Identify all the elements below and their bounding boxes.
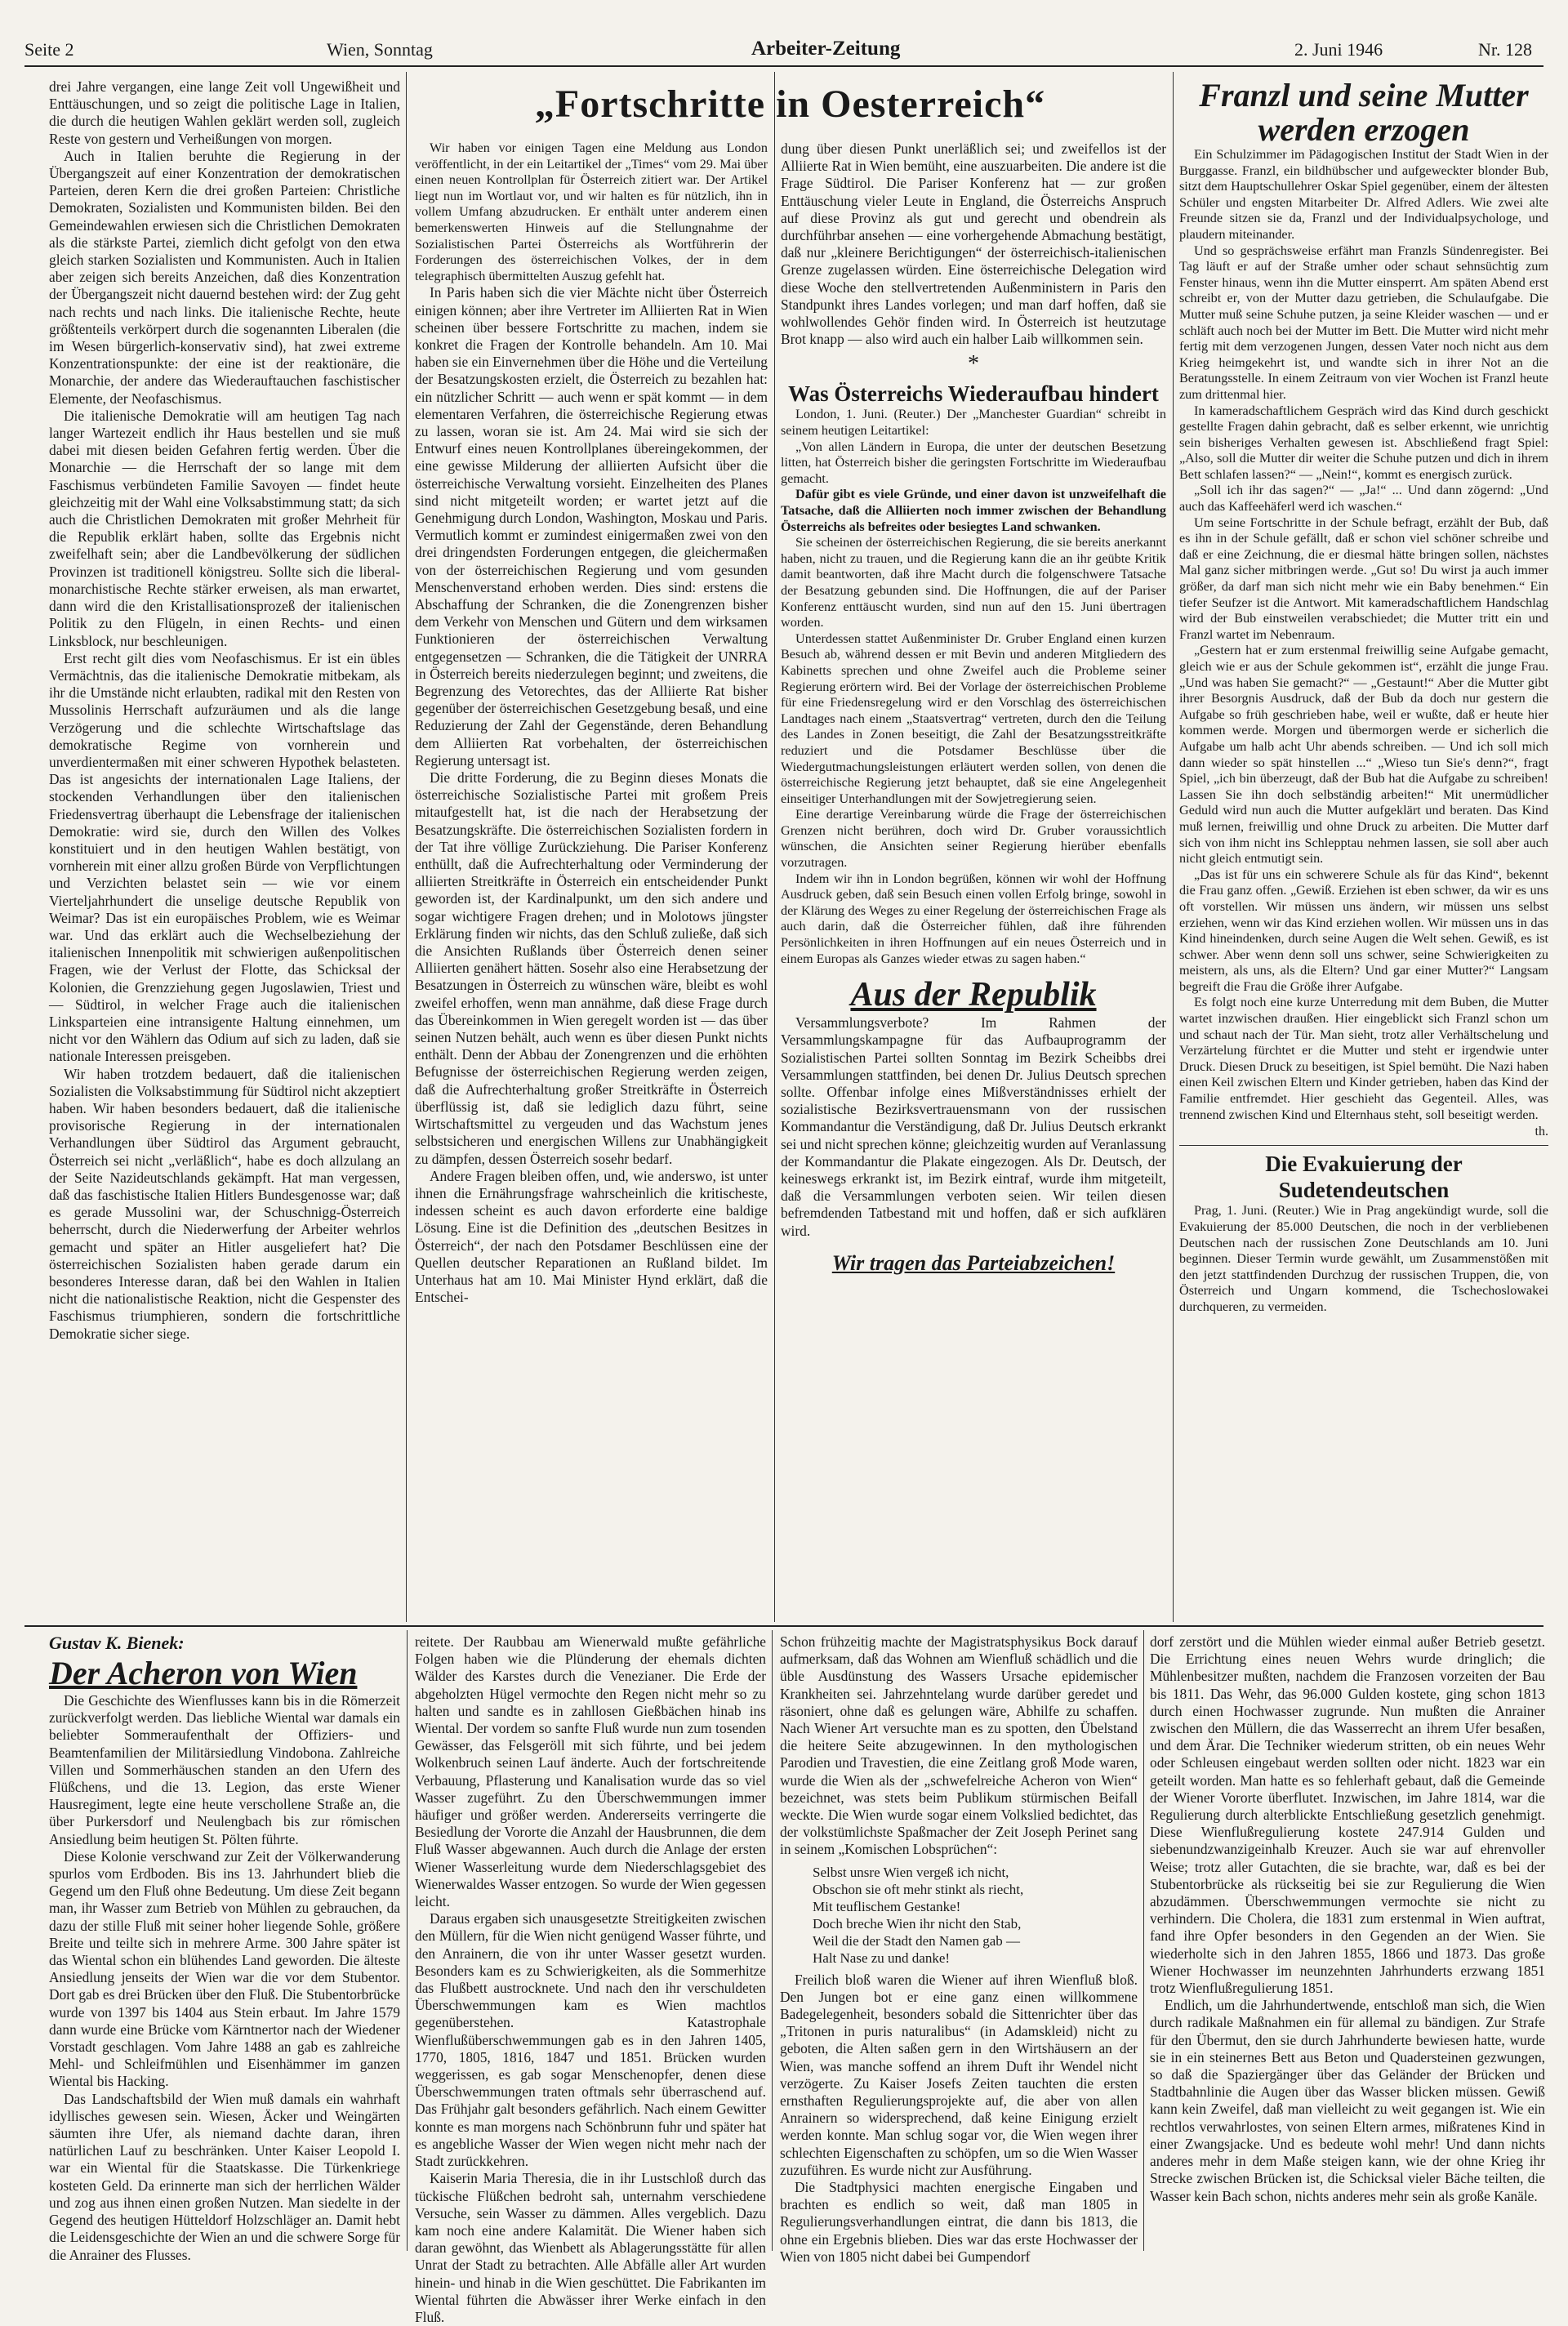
wiederaufbau-headline: Was Österreichs Wiederaufbau hindert bbox=[788, 381, 1159, 407]
paragraph: „Das ist für uns ein schwerere Schule als für das Kind“, bekennt die Frau ganz offen. „Gewiß. Erziehen ist eben schwer, da wir es uns oft vorstellen. Wir müssen uns ändern, wir müssen uns selbst erziehen, wenn wir das Kind erziehen wollen. Wir müssen uns in das Kind hineindenken, durch seine Augen die Welt sehen. Gewiß, es ist schwer. Aber wenn denn soll uns schwer, seine Schwierigkeiten zu meistern, als uns, als die Eltern? Und gar einer Mutter?“ Langsam begreift die Frau die Größe ihrer Aufgabe. bbox=[1179, 867, 1548, 994]
paragraph: Dafür gibt es viele Gründe, und einer davon ist unzweifelhaft die Tatsache, daß die Alliierten noch immer zwischen der Behandlung Österreichs als befreites oder besiegtes Land schwanken. bbox=[781, 487, 1166, 534]
issue-date: 2. Juni 1946 bbox=[1294, 39, 1383, 60]
page-number: Seite 2 bbox=[24, 39, 74, 60]
paragraph: „Soll ich ihr das sagen?“ — „Ja!“ ... Und dann zögernd: „Und auch das Kaffeehäferl werd ich waschen.“ bbox=[1179, 483, 1548, 515]
paragraph: reitete. Der Raubbau am Wienerwald mußte gefährliche Folgen haben wie die Plünderung der ehemals dichten Wälder des Karstes durch die Venezianer. Die Erde der abgeholzten Hügel vermochte den Regen nicht mehr so zu halten und sandte es in zahllosen Gießbächen hinab ins Wiental. Der vordem so sanfte Fluß wurde nun zum tosenden Gewässer, das Felsgeröll mit sich führte, und bei jedem Wolkenbruch seinen Lauf änderte. Auch der fortschreitende Verbauung, Pflasterung und Kanalisation wurde das so viel Wasser zugeführt. Zu den Überschwemmungen immer häufiger und größer werden. Andererseits verringerte die Besiedlung der Vororte die Anzahl der Hausbrunnen, die dem Fluß Wasser abgewannen. Auch durch die Anlage der ersten Wiener Wasserleitung wurde dem Niederschlagsgebiet des Wienerwaldes Wasser entzogen. So wurde der Wien gegessen leicht. bbox=[415, 1633, 766, 1910]
wien-poem bbox=[780, 1864, 1138, 1967]
paragraph: Die italienische Demokratie will am heutigen Tag nach langer Wartezeit endlich ihr Haus bestellen und sie muß dabei mit diesen beiden Gefahren fertig werden. Über die Monarchie — die Herrschaft der so lange mit dem Faschismus verbündeten Familie Savoyen — findet heute gleichzeitig mit der Wahl eine Volksabstimmung statt; da sich auch die Christlichen Demokraten mit großer Mehrheit für die Republik erklärt haben, sollte das Ergebnis nicht zweifelhaft sein; aber die Landbevölkerung der südlichen Provinzen ist traditionell königstreu. Sollte sich die liberal-monarchistische Rechte stärker erweisen, als man erwartet, dann wird die den Kristallisationsprozeß der italienischen Politik zu den Flügeln, in einen Rechts- und einen Linksblock, nur beschleunigen. bbox=[49, 407, 400, 649]
paragraph: Das Landschaftsbild der Wien muß damals ein wahrhaft idyllisches gewesen sein. Wiesen, Äcker und Weingärten säumten ihre Ufer, als niemand dachte daran, ihren natürlichen Lauf zu beschränken. Unter Kaiser Leopold I. war ein Wiental für die Staatskasse. Die Türkenkriege kosteten Geld. Da erinnerte man sich der herrlichen Wälder und zog aus ihnen einen großen Nutzen. Man siedelte in der Gegend des heutigen Hütteldorf Holzschläger an. Damit hebt die Leidensgeschichte der Wien an und die schwere Sorge für die Anrainer des Flusses. bbox=[49, 2090, 400, 2263]
paragraph: Eine derartige Vereinbarung würde die Frage der österreichischen Grenzen nicht berühren, doch wird Dr. Gruber voraussichtlich wünschen, die Ansichten seiner Regierung hierüber ebenfalls vorzutragen. bbox=[781, 807, 1166, 871]
poem-line: Selbst unsre Wien vergeß ich nicht, bbox=[813, 1864, 1009, 1880]
paragraph: Unterdessen stattet Außenminister Dr. Gruber England einen kurzen Besuch ab, während dessen er mit Bevin und anderen Mitgliedern des Kabinetts sprechen und ohne Zweifel auch die Probleme seiner Regierung erörtern wird. Bei der Vorlage der österreichischen Probleme für eine Friedensregelung wird er den Vorschlag des österreichischen Landtages nach einem „Staatsvertrag“ vertreten, durch den die Teilung des Landes in Zonen beseitigt, die Zahl der Besatzungsstreitkräfte reduziert und die Potsdamer Beschlüsse über die Wiedergutmachungsleistungen erläutert werden sollen, von denen die österreichische Regierung jetzt behauptet, daß sie eine Angelegenheit einseitiger Unterhandlungen mit der Sowjetregierung seien. bbox=[781, 631, 1166, 806]
author-initials: th. bbox=[1535, 1125, 1548, 1139]
sudeten-headline: Die Evakuierung der Sudetendeutschen bbox=[1265, 1152, 1463, 1203]
acheron-col3 bbox=[780, 1633, 1138, 2265]
column-rule bbox=[772, 1630, 773, 2251]
acheron-col4 bbox=[1150, 1633, 1545, 2252]
fortschritte-headline-box bbox=[412, 82, 1168, 139]
acheron-headline: Der Acheron von Wien bbox=[49, 1655, 358, 1691]
column-rule bbox=[1143, 1630, 1144, 2251]
paragraph: Ein Schulzimmer im Pädagogischen Institut der Stadt Wien in der Burggasse. Franzl, ein bildhübscher und aufgeweckter blonder Bub, sitzt dem Hauptschullehrer Oskar Spiel gegenüber, einem der ältesten Schüler und engsten Mitarbeiter Dr. Alfred Adlers. Wie zwei alte Freunde sitzen sie da, Franzl und der Individualpsychologe, und plaudern miteinander. bbox=[1179, 147, 1548, 242]
paragraph: Kaiserin Maria Theresia, die in ihr Lustschloß durch das tückische Flüßchen bedroht sah, unternahm verschiedene Versuche, sein Wasser zu dämmen. Alles vergeblich. Dazu kam noch eine andere Kalamität. Die Wiener haben sich daran gewöhnt, das Wienbett als Ablagerungsstätte für allen Unrat der Stadt zu betrachten. Alle Abfälle aller Art wurden hinein- und hinab in die Wien geschüttet. Die Fabrikanten im Wiental führten die Abwässer ihrer Werke einfach in den Fluß. bbox=[415, 2170, 766, 2325]
poem-line: Weil die der Stadt den Namen gab — bbox=[813, 1932, 1021, 1949]
fortschritte-article-col1 bbox=[415, 140, 768, 1619]
paragraph: In kameradschaftlichem Gespräch wird das Kind durch geschickt gestellte Fragen dahin gebracht, daß es selber erkennt, wie unrichtig sein bisheriges Verhalten gewesen ist. Abschließend fragt Spiel: „Also, soll die Mutter dir weiter die Schuhe putzen und dich in ihrem Bett schlafen lassen?“ — „Nein!“, kommt es energisch zurück. bbox=[1179, 403, 1548, 482]
poem-line: Halt Nase zu und danke! bbox=[813, 1949, 951, 1966]
paragraph: drei Jahre vergangen, eine lange Zeit voll Ungewißheit und Enttäuschungen, und so zeigt die politische Lage in Italien, die durch die heutigen Wahlen geklärt werden soll, zugleich Reste von gestern und Verheißungen von morgen. bbox=[49, 78, 400, 147]
section-divider bbox=[24, 1625, 1544, 1627]
acheron-col2 bbox=[415, 1633, 766, 2325]
paragraph: Sie scheinen der österreichischen Regierung, die sie bereits anerkannt haben, nicht zu trauen, und die Regierung kann die an ihr geübte Kritik damit beantworten, daß ihre Macht durch die folgenschwere Tatsache der Besatzung gebunden sind. Die Hoffnungen, die auf der Pariser Konferenz enttäuscht wurden, sind nun auf den 15. Juni übertragen worden. bbox=[781, 535, 1166, 631]
franzl-headline: Franzl und seine Mutter bbox=[1199, 77, 1529, 114]
paragraph: London, 1. Juni. (Reuter.) Der „Manchester Guardian“ schreibt in seinem heutigen Leitartikel: bbox=[781, 407, 1166, 439]
acheron-col1 bbox=[49, 1632, 400, 2263]
paragraph: Daraus ergaben sich unausgesetzte Streitigkeiten zwischen den Müllern, für die Wien nicht genügend Wasser führte, und den Anrainern, die von ihr unter Wasser gesetzt wurden. Besonders kam es zu Schwierigkeiten, als die Sommerhitze das Flußbett austrocknete. Und nach den ihr verschuldeten Überschwemmungen kam es Wien machtlos gegenüberstehen. Katastrophale Wienflußüberschwemmungen gab es in den Jahren 1405, 1770, 1805, 1816, 1847 und 1851. Brücken wurden weggerissen, es gab sogar Menschenopfer, denen diese Überschwemmungen traten oftmals sehr überraschend auf. Das Frühjahr galt besonders gefährlich. Nach einem Gewitter konnte es man morgens nach Schönbrunn fuhr und später hat es angebliche Wasser der Wien wegen nicht mehr nach der Stadt zurückkehren. bbox=[415, 1910, 766, 2170]
party-badge-slogan: Wir tragen das Parteiabzeichen! bbox=[831, 1250, 1116, 1275]
paragraph: Die dritte Forderung, die zu Beginn dieses Monats die österreichische Sozialistische Partei mit großem Preis mitaufgestellt hat, ist die nach der Herabsetzung der Besatzungskräfte. Die österreichischen Sozialisten fordern in der Tat ihre völlige Zurückziehung. Die Pariser Konferenz enthüllt, daß die Aufrechterhaltung oder Verminderung der alliierten Streitkräfte in Österreich ein entscheidender Punkt geworden ist, der Kardinalpunkt, um den sich andere und sogar wichtigere Fragen drehen; und in Molotows jüngster Erklärung finden wir nichts, das den Schluß zuließe, daß sich die Ansichten Rußlands über Österreich denen seiner Alliierten genähert hätten. Sosehr also eine Herabsetzung der Besatzungen in Österreich zu wünschen wäre, bleibt es wohl zweifel erhoffen, wenn man annähme, daß diese Frage durch das Übereinkommen in Wien geregelt worden ist — das über seinen Nutzen behält, auch wenn es über diesen Punkt nichts enthält. Denn der Abbau der Zonengrenzen und die erhöhten Befugnisse der österreichischen Regierung werden zeigen, daß die Aufrechterhaltung großer Streitkräfte in Österreich überflüssig ist, daß sie lediglich dazu führt, seine Wirtschaftsmittel zu vergeuden und das Wachstum jenes selbstsicheren und energischen Willens zur Unabhängigkeit zu dämpfen, dessen Österreich sosehr bedarf. bbox=[415, 769, 768, 1167]
paragraph: „Von allen Ländern in Europa, die unter der deutschen Besetzung litten, hat Österreich bisher die geringsten Fortschritte im Wiederaufbau gemacht. bbox=[781, 439, 1166, 486]
paragraph: Erst recht gilt dies vom Neofaschismus. Er ist ein übles Vermächtnis, das die italienische Demokratie mitbekam, als ihr die Umstände nicht erlaubten, radikal mit den Resten von Mussolinis Herrschaft aufzuräumen und als die lange Verzögerung und die schlechte Wirtschaftslage das demokratische Regime von vornherein und unverdientermaßen mit einer schweren Hypothek belasteten. Das ist angesichts der internationalen Lage Italiens, der stockenden Verhandlungen über den italienischen Friedensvertrag überhaupt die Lebensfrage der italienischen Demokratie: wird sie, durch den Willen des Volkes konstituiert und in den heutigen Wahlen bestätigt, von vornherein mit einer allzu großen Bürde von Verpflichtungen und Verzichten belastet sein — wie vor einem Vierteljahrhundert die unselige deutsche Republik von Weimar? Das ist ein europäisches Problem, wie es Weimar war. Und das erklärt auch die Wechselbeziehung der italienischen Innenpolitik mit schwierigen außenpolitischen Fragen, wie der Verlust der Flotte, das Schicksal der Kolonien, die Grenzziehung gegen Jugoslawien, Triest und — Südtirol, in welcher Frage auch die italienischen Linksparteien eine intransigente Haltung einnehmen, um nicht vor den Wählern das Odium auf sich zu laden, daß sie nationale Interessen preisgeben. bbox=[49, 649, 400, 1065]
paragraph: Auch in Italien beruhte die Regierung in der Übergangszeit auf einer Konzentration der demokratischen Parteien, deren Kern die drei großen Parteien: Christliche Demokraten, Sozialisten und Kommunisten bilden. Bei den Gemeindewahlen erwiesen sich die Christlichen Demokraten als die stärkste Partei, ziemlich dicht gefolgt von den etwa gleich starken Sozialisten und Kommunisten. Auch in Italien aber zeigen sich bereits Anzeichen, daß dies Konzentration der Übergangszeit nicht dauernd bestehen wird: der Zug geht nach rechts und nach links. Die italienische Rechte, heute größtenteils verkörpert durch die sogenannten Liberalen (die im Wesen bürgerlich-konservativ sind), hat zwei extreme Konzentrationspunkte: der eine ist der reaktionäre, die Monarchie, der andere das Wiederauftauchen faschistischer Elemente, der Neofaschismus. bbox=[49, 147, 400, 407]
italy-article bbox=[49, 78, 400, 1614]
paragraph: dung über diesen Punkt unerläßlich sei; und zweifellos ist der Alliierte Rat in Wien bemüht, eine auszuarbeiten. Die andere ist die Frage Südtirol. Die Pariser Konferenz hat — zur großen Enttäuschung vieler Leute in England, die Österreichs Anspruch auf diese Provinz als gut und gerecht und obendrein als durchführbar ansehen — eine vorhergehende Abmachung bestätigt, daß nur „kleinere Berichtigungen“ der österreichisch-italienischen Grenze zugelassen würden. Eine österreichische Delegation wird diese Woche den stellvertretenden Außenministern in Paris den Standpunkt ihres Landes vorlegen; und man darf hoffen, daß sie wohlwollendes Gehör finden wird. In Österreich ist heutzutage Brot knapp — also wird auch ein halber Laib willkommen sein. bbox=[781, 140, 1166, 348]
section-rule bbox=[1179, 1145, 1548, 1146]
newspaper-name: Arbeiter-Zeitung bbox=[751, 38, 901, 60]
paragraph: „Gestern hat er zum erstenmal freiwillig seine Aufgabe gemacht, gleich wie er aus der Schule gekommen ist“, erzählt die junge Frau. „Und was haben Sie gemacht?“ — „Gestaunt!“ Aber die Mutter gibt ihrer Besorgnis Ausdruck, daß der Bub da doch nur gestern die Aufgabe so früh geschrieben habe, weil er wußte, daß er heute hier kommen werde. Morgen und übermorgen werde er sicherlich die Aufgabe um halb acht Uhr abends schreiben. — Und ich soll mich dann wieder so spät hinstellen ...“ „Wieso tun Sie's denn?“, fragt Spiel, „ich bin überzeugt, daß der Bub hat die Aufgabe zu schreiben! Lassen Sie ihn doch selbständig arbeiten!“ Mit unermüdlicher Geduld wird nun auch die Mutter aufgeklärt und beraten. Das Kind muß lernen, freiwillig und ohne Druck zu arbeiten. Die Mutter darf sich von ihm nicht ins Schlepptau nehmen lassen, sie soll aber auch nicht gleich entmutigt sein. bbox=[1179, 643, 1548, 867]
paragraph: dorf zerstört und die Mühlen wieder einmal außer Betrieb gesetzt. Die Errichtung eines neuen Wehrs wurde dringlich; die Mühlenbesitzer mußten, nachdem die Franzosen vorzeiten der Bau bis 1811. Das Wehr, das 96.000 Gulden kostete, ging schon 1813 durch einen Hochwasser zugrunde. Nun mußten die Anrainer zwischen den Müllern, die das Wasserrecht an ihrem Ufer besaßen, und dem Ärar. Die Techniker wiederum stritten, ob ein neues Wehr oder Schleusen eingebaut werden sollten oder nicht. 1823 war ein geteilt worden. Man hatte es so fehlerhaft gebaut, daß die Gemeinde der Wiener Vororte überflutet. Inzwischen, im Jahre 1814, war die Regulierung durch alterblickte Entschließung gesetzlich genehmigt. Diese Wienflußregulierung kostete 247.914 Gulden und siebenundzwanzigeinhalb Kreuzer. Auch sie war auf ehrenvoller Weise; trotz aller Gutachten, die sie brachte, war, daß es bei der Stubentorbrücke als rückseitig bei sie zur Regulierung die Wien abzudämmen. Überschwemmungen vermochte sie nicht zu verhindern. Die Cholera, die 1831 zum erstenmal in Wien auftrat, fand ihre Opfer besonders in den Gegenden an der Wien. Sie wiederholte sich in den Jahren 1855, 1866 und 1873. Das große Wiener Hochwasser im neunzehnten Jahrhunderts erzwang 1851 trotz Wienflußregulierung 1851. bbox=[1150, 1633, 1545, 1997]
franzl-headline-line2: werden erzogen bbox=[1258, 111, 1470, 148]
paragraph: Um seine Fortschritte in der Schule befragt, erzählt der Bub, daß es ihn in der Schule gefällt, daß er schon viel schöner schreibe und daß er eine Zeichnung, die er diesmal hätte bringen sollen, nächstes Mal ganz sicher mitbringen werde. „Gut so! Du wirst ja auch immer größer, da darf man sich nicht mehr wie ein Baby benehmen.“ Ein tiefer Seufzer ist die Antwort. Mit kameradschaftlichem Handschlag wird der Bub einstweilen verabschiedet; die Mutter tritt ein und Franzl wartet im Nebenraum. bbox=[1179, 515, 1548, 642]
paragraph: Prag, 1. Juni. (Reuter.) Wie in Prag angekündigt wurde, soll die Evakuierung der 85.000 Deutschen, die noch in der verbliebenen Deutschen nach der russischen Zone Deutschlands am 10. Juni beginnen. Dieser Termin wurde gewählt, um Zusammenstößen mit den jetzt stattfindenden Durchzug der russischen Truppen, die, von Österreich und Ungarn kommend, die Tschechoslowakei durchqueren, zu vermeiden. bbox=[1179, 1203, 1548, 1314]
paragraph: Es folgt noch eine kurze Unterredung mit dem Buben, die Mutter wartet inzwischen draußen. Hier eingeblickt sich Franzl schon um und schaut nach der Tür. Man sieht, trotz aller Verhältschelung und Verzärtelung fürchtet er die Mutter und steht er irgendwie unter Druck. Diesen Druck zu beseitigen, ist Spiel bemüht. Die Nazi haben einen Keil zwischen Eltern und Kinder getrieben, haben das Kind der Familie entfremdet. Hier geschieht das Gegenteil. Alles, was trennend zwischen Kind und Elternhaus steht, soll beseitigt werden. bbox=[1179, 995, 1548, 1122]
franzl-article bbox=[1179, 78, 1548, 1622]
poem-line: Obschon sie oft mehr stinkt als riecht, bbox=[813, 1881, 1024, 1897]
paragraph: Andere Fragen bleiben offen, und, wie anderswo, ist unter ihnen die Ernährungsfrage wahrscheinlich die kritischeste, indessen scheint es auch davon erforderte eine baldige Lösung. Eine ist die Definition des „deutschen Besitzes in Österreich“, der nach den Potsdamer Beschlüssen eine der Quellen deutscher Reparationen an Rußland bildet. Im Unterhaus hat am 10. Mai Minister Hynd erklärt, daß die Entschei- bbox=[415, 1167, 768, 1306]
paragraph: Endlich, um die Jahrhundertwende, entschloß man sich, die Wien durch radikale Maßnahmen ein für allemal zu bändigen. Zur Strafe für den Übermut, den sie durch Jahrhunderte bewiesen hatte, wurde sie in ein steinernes Bett aus Beton und Quadersteinen gezwungen, so daß die Spaziergänger über das Geländer der Brücken und Stadtbahnlinie die Augen über das Wasser blicken müssen. Gewiß kann kein Zweifel, daß man vielleicht zu weit gegangen ist. Wie ein rechtlos verwahrlostes, von seinen Eltern armes, mißratenes Kind in einer Zwangsjacke. Und es bedeute wohl mehr! Und dann nichts anderes mehr in dem Maße steigen kann, wie der ohne Krieg ihr Strecke zwischen Brücken ist, die Schicksal vieler Bäche teilten, die Wasser kein Bach schon, nichts anderes mehr sein als große Kanäle. bbox=[1150, 1997, 1545, 2204]
author-name: Gustav K. Bienek: bbox=[49, 1633, 185, 1653]
republik-headline: Aus der Republik bbox=[850, 976, 1097, 1014]
column-rule bbox=[1173, 72, 1174, 1622]
paragraph: Schon frühzeitig machte der Magistratsphysikus Bock darauf aufmerksam, daß das Wohnen am Wienfluß schädlich und die üble Ausdünstung des Wassers Ursache epidemischer Krankheiten sei. Jahrzehntelang wurde darüber geredet und räsoniert, ohne daß es gelungen wäre, Abhilfe zu schaffen. Nach Wiener Art versuchte man es zu spotten, den Übelstand die heitere Seite abzugewinnen. In den mythologischen Parodien und Travestien, die eine Zeitlang groß Mode waren, wurde die Wien als der „schwefelreiche Acheron von Wien“ bezeichnet, was stets beim Publikum stürmischen Beifall weckte. Die Wien wurde sogar einem Volkslied bedichtet, das der volkstümlichste Spaßmacher der Zeit Joseph Perinet sang in seinem „Komischen Lobsprüchen“: bbox=[780, 1633, 1138, 1858]
poem-line: Mit teuflischem Gestanke! bbox=[813, 1898, 961, 1914]
column-rule bbox=[407, 1630, 408, 2251]
paragraph: Die Stadtphysici machten energische Eingaben und brachten es endlich so weit, daß man 1805 in Regulierungsverhandlungen eintrat, die dann bis 1813, die ohne ein Ergebnis blieben. Dies war das erste Hochwasser der Wien von 1805 nicht dabei bei Gumpendorf bbox=[780, 2179, 1138, 2265]
paragraph: Diese Kolonie verschwand zur Zeit der Völkerwanderung spurlos vom Erdboden. Bis ins 13. Jahrhundert blieb die Gegend um den Fluß ohne Bedeutung. Um diese Zeit begann man, ihr Wasser zum Betrieb von Mühlen zu gebrauchen, da dazu der stille Fluß mit seiner hoher liegende Sohle, größere Breite und teilte sich in mehrere Arme. 300 Jahre später ist das Wiental schon ein blühendes Land geworden. Die älteste Ansiedlung jenseits der Wien war die vor dem Stubentor. Dort gab es drei Brücken über den Fluß. Die Stubentorbrücke wurde von 1397 bis 1404 aus Stein erbaut. Im Jahre 1579 dann wurde eine Brücke vom Kärntnertor nach der Wiedener Vorstadt geschlagen. Vom Jahre 1488 an gab es zahlreiche Mehl- und Schleifmühlen und Eisenhämmer im ganzen Wiental bis Hacking. bbox=[49, 1847, 400, 2090]
page-header bbox=[24, 33, 1544, 67]
column-rule bbox=[406, 72, 407, 1622]
separator-star: * bbox=[968, 351, 979, 377]
paragraph: In Paris haben sich die vier Mächte nicht über Österreich einigen können; aber ihre Vertreter im Alliierten Rat in Wien scheinen über bessere Fortschritte zu machen, indem sie konkret die Fragen der Kontrolle behandeln. Am 10. Mai haben sie ein Einvernehmen über die Höhe und die Verteilung der Besatzungskosten erzielt, die Österreich zu bezahlen hat: ein nützlicher Schritt — auch wenn er spät kommt — in dem elementaren Verfahren, die österreichische Regierung etwas zu lassen, woran sie ist. Am 24. Mai wird sie sich der Entwurf eines neuen Kontrollplanes übereingekommen, der eine gewisse Milderung der alliierten Aufsicht über die österreichische Verwaltung vorsieht. Einzelheiten des Planes sind nicht mitgeteilt worden; er wartet jetzt auf die Genehmigung durch London, Washington, Moskau und Paris. Vermutlich kommt er zumindest einigermaßen zwei von den drei dringendsten Forderungen entgegen, die gleichermaßen von der österreichischen Regierung und vom gesunden Menschenverstand erhoben werden. Dies sind: erstens die Abschaffung der Schranken, die die Zonengrenzen bisher dem Verkehr von Menschen und Gütern und dem wirksamen Funktionieren der österreichischen Verwaltung entgegensetzen — Schranken, die die Tätigkeit der UNRRA in Österreich bereits niederzulegen beginnt; und zweitens, die Begrenzung des Vetorechtes, das der Alliierte Rat bisher gegenüber der österreichischen Gesetzgebung besaß, und eine Reduzierung der Zahl der Gegenstände, deren Behandlung dem Alliierten Rat vorbehalten, der österreichischen Regierung untersagt ist. bbox=[415, 284, 768, 769]
paragraph: Und so gesprächsweise erfährt man Franzls Sündenregister. Bei Tag läuft er auf der Straße umher oder schaut sehnsüchtig zum Fenster hinaus, wenn ihn die Mutter einsperrt. Am späten Abend erst schreibt er, von der Mutter dazu getrieben, die Schulaufgabe. Die Mutter muß seine Schuhe putzen, ja seine Kleider waschen — und er schläft auch noch bei der Mutter im Bett. Die Mutter wird nicht mehr fertig mit dem verzogenen Jungen, dessen Vater noch nicht aus dem Krieg heimgekehrt ist, und wandte sich in ihrer Not an die Beratungsstelle. In einem Zeitraum von vier Wochen ist Franzl heute zum drittenmal hier. bbox=[1179, 243, 1548, 402]
fortschritte-headline: „Fortschritte in Oesterreich“ bbox=[534, 82, 1046, 126]
paragraph: Indem wir ihn in London begrüßen, können wir wohl der Hoffnung Ausdruck geben, daß sein Besuch einen vollen Erfolg bringe, sowohl in der Klärung des Weges zu einer Regelung der österreichischen Frage als auch darin, daß die Österreicher fühlen, daß ihre führenden Persönlichkeiten in ihren Hoffnungen auf ein neues Österreich und in einem Europas als Ganzes wieder etwas zu sagen haben.“ bbox=[781, 871, 1166, 966]
issue-number: Nr. 128 bbox=[1478, 39, 1532, 60]
paragraph: Wir haben trotzdem bedauert, daß die italienischen Sozialisten die Volksabstimmung für Südtirol nicht akzeptiert haben. Wir haben besonders bedauert, daß die italienische provisorische Regierung in der internationalen Verhandlungen über Südtirol das Argument gebraucht, Österreich sei nicht „verläßlich“, habe es doch allzulang an der Seite Nazideutschlands gekämpft. Hat man vergessen, daß das faschistische Italien Hitlers Bundesgenosse war; daß es gerade Mussolini war, der Schuschnigg-Österreich beherrscht, durch die Niederwerfung der Arbeiter wehrlos gemacht und später an Hitler ausgeliefert hat? Die österreichischen Sozialisten haben gerade darum ein besonderes Interesse daran, daß bei den Wahlen in Italien nicht die nationalistische Reaktion, nicht die Gespenster des Faschismus triumphieren, sondern die fortschrittliche Demokratie sicher siege. bbox=[49, 1065, 400, 1342]
paragraph: Versammlungsverbote? Im Rahmen der Versammlungskampagne für das Aufbauprogramm der Sozialistischen Partei sollten Sonntag im Bezirk Scheibbs drei Versammlungen stattfinden, bei denen Dr. Julius Deutsch sprechen sollte. Offenbar infolge eines Mißverständnisses erhielt der sozialistische Bezirksvertrauensmann von der russischen Kommandantur die Verständigung, daß Dr. Julius Deutsch erkrankt sei und nicht sprechen könne; gleichzeitig wurden auf Veranlassung der Kommandantur die Plakate eingezogen. Als Dr. Deutsch, der keineswegs erkrankt ist, im Bezirk eintraf, wurde ihm mitgeteilt, daß die Versammlungen verboten seien. Wir teilen diesen befremdenden Tatbestand mit und hoffen, daß er sich aufklären wird. bbox=[781, 1014, 1166, 1239]
middle-right-column bbox=[781, 140, 1166, 1620]
column-rule bbox=[774, 72, 775, 1622]
paragraph: Wir haben vor einigen Tagen eine Meldung aus London veröffentlicht, in der ein Leitartikel der „Times“ vom 29. Mai über einen neuen Kontrollplan für Österreich zitiert war. Der Artikel liegt nun im Wortlaut vor, und wir halten es für nützlich, ihn in vollem Umfang abzudrucken. Er enthält unter anderem einen bemerkenswerten Hinweis auf die Stellungnahme der Sozialistischen Partei Österreichs als Wortführerin der Forderungen des österreichischen Volkes, der in dem telegraphisch übermittelten Auszug gefehlt hat. bbox=[415, 140, 768, 283]
dateline-place: Wien, Sonntag bbox=[327, 39, 433, 60]
paragraph: Freilich bloß waren die Wiener auf ihren Wienfluß bloß. Den Jungen bot er eine ganz einen willkommene Badegelegenheit, besonders sobald die Sittenrichter über das „Tritonen in puris naturalibus“ (in Adamskleid) nicht zu geboten, die Alten saßen gern in den Wirtshäusern an der Wien, was manche soffend an ihrem Duft ihr Wendel nicht verzögerte. Zu Kaiser Josefs Zeiten tauchten die ersten ernsthaften Regulierungsprojekte auf, die aber von allen Anrainern so widersprechend, daß keine Einigung erzielt werden konnte. Man schlug sogar vor, die Wien wegen ihrer schlechten Eigenschaften zu schöpfen, um so die Wien Wasser zuzuführen. Es wurde nicht zur Ausführung. bbox=[780, 1971, 1138, 2178]
paragraph: Die Geschichte des Wienflusses kann bis in die Römerzeit zurückverfolgt werden. Das liebliche Wiental war damals ein beliebter Sommeraufenthalt der Offiziers- und Beamtenfamilien der Militärsiedlung Vindobona. Zahlreiche Villen und Sommerhäuschen standen an den Ufern des Flüßchens, und die 13. Legion, das erste Wiener Hausregiment, legte eine heute verschollene Straße an, die über Purkersdorf und Neulengbach bis zur römischen Ansiedlung beim heutigen St. Pölten führte. bbox=[49, 1692, 400, 1847]
poem-line: Doch breche Wien ihr nicht den Stab, bbox=[813, 1915, 1022, 1932]
